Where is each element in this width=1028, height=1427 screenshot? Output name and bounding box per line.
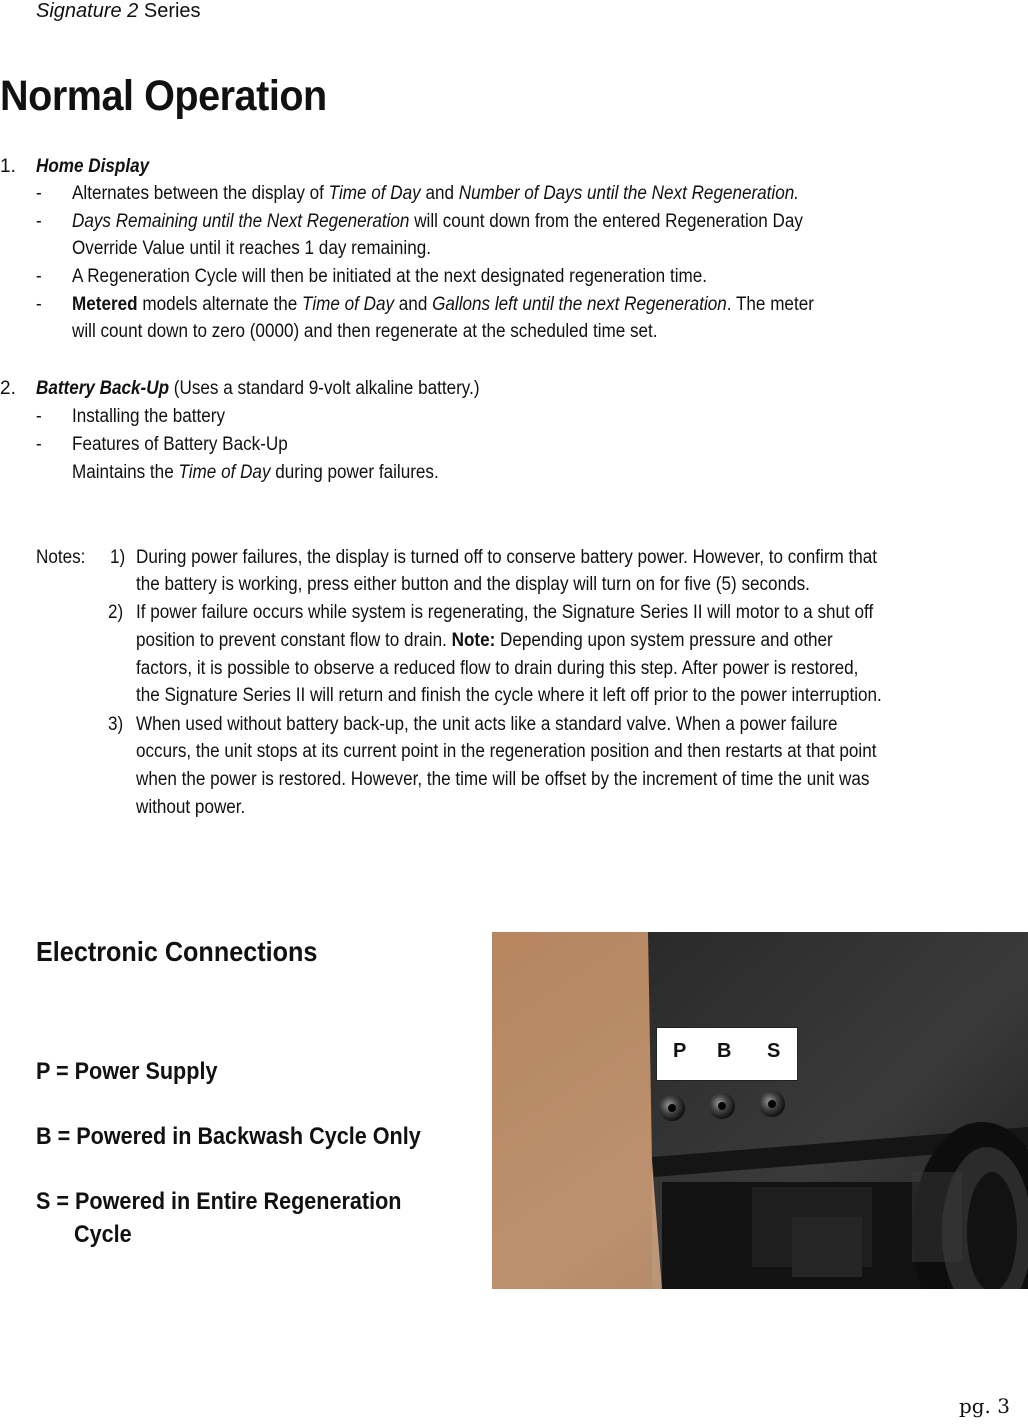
bullet-dash: - [36,294,42,315]
section-2-number: 2. [0,378,16,399]
legend-p: P = Power Supply [36,1058,218,1085]
note-3-line: when the power is restored. However, the time will be offset by the increment of time the unit was [136,769,870,790]
battery-item-2: Features of Battery Back-Up [72,434,288,455]
section-1-heading: Home Display [36,156,150,177]
note-3-number: 3) [108,714,124,735]
page-number: pg. 3 [958,1394,1010,1418]
connector-photo-image [492,932,1028,1289]
battery-item-1: Installing the battery [72,406,226,427]
note-1-line: the battery is working, press either button and the display will turn on for five (5) seconds. [136,574,810,595]
note-2-line: position to prevent constant flow to drain. Note: Depending upon system pressure and other [136,630,833,651]
label-b: B [717,1040,732,1062]
page-title: Normal Operation [0,72,327,120]
home-display-item-3: A Regeneration Cycle will then be initiated at the next designated regeneration time. [72,266,708,287]
note-3-line: without power. [136,797,246,818]
legend-s-cont: Cycle [74,1221,132,1248]
home-display-item-2-cont: Override Value until it reaches 1 day remaining. [72,238,431,259]
running-header: Signature 2 Series [36,0,201,22]
label-p: P [673,1040,687,1062]
connector-photo [492,932,1028,1289]
note-1-number: 1) [110,547,126,568]
bullet-dash: - [36,406,42,427]
connections-heading: Electronic Connections [36,936,318,967]
notes-label: Notes: [36,547,86,568]
home-display-item-1: Alternates between the display of Time of Day and Number of Days until the Next Regeneration. [72,183,800,204]
home-display-item-2: Days Remaining until the Next Regeneration will count down from the entered Regeneration Day [72,211,803,232]
home-display-item-4-cont: will count down to zero (0000) and then regenerate at the scheduled time set. [72,321,658,342]
note-2-line: If power failure occurs while system is regenerating, the Signature Series II will motor to a shut off [136,602,874,623]
connector-label-box [656,1027,798,1081]
section-1-number: 1. [0,156,16,177]
home-display-item-4: Metered models alternate the Time of Day and Gallons left until the next Regeneration. The meter [72,294,814,315]
note-3-line: occurs, the unit stops at its current point in the regeneration position and then restarts at that point [136,741,877,762]
note-2-line: factors, it is possible to observe a reduced flow to drain during this step. After power is restored, [136,658,859,679]
bullet-dash: - [36,183,42,204]
label-s: S [767,1040,781,1062]
note-2-line: the Signature Series II will return and finish the cycle where it left off prior to the power interruption. [136,685,882,706]
note-2-number: 2) [108,602,124,623]
legend-b: B = Powered in Backwash Cycle Only [36,1123,421,1150]
bullet-dash: - [36,266,42,287]
bullet-dash: - [36,211,42,232]
note-3-line: When used without battery back-up, the unit acts like a standard valve. When a power failure [136,714,838,735]
section-2-heading: Battery Back-Up (Uses a standard 9-volt alkaline battery.) [36,378,480,399]
bullet-dash: - [36,434,42,455]
note-1-line: During power failures, the display is turned off to conserve battery power. However, to confirm that [136,547,878,568]
battery-maintains: Maintains the Time of Day during power failures. [72,462,439,483]
legend-s: S = Powered in Entire Regeneration [36,1188,402,1215]
